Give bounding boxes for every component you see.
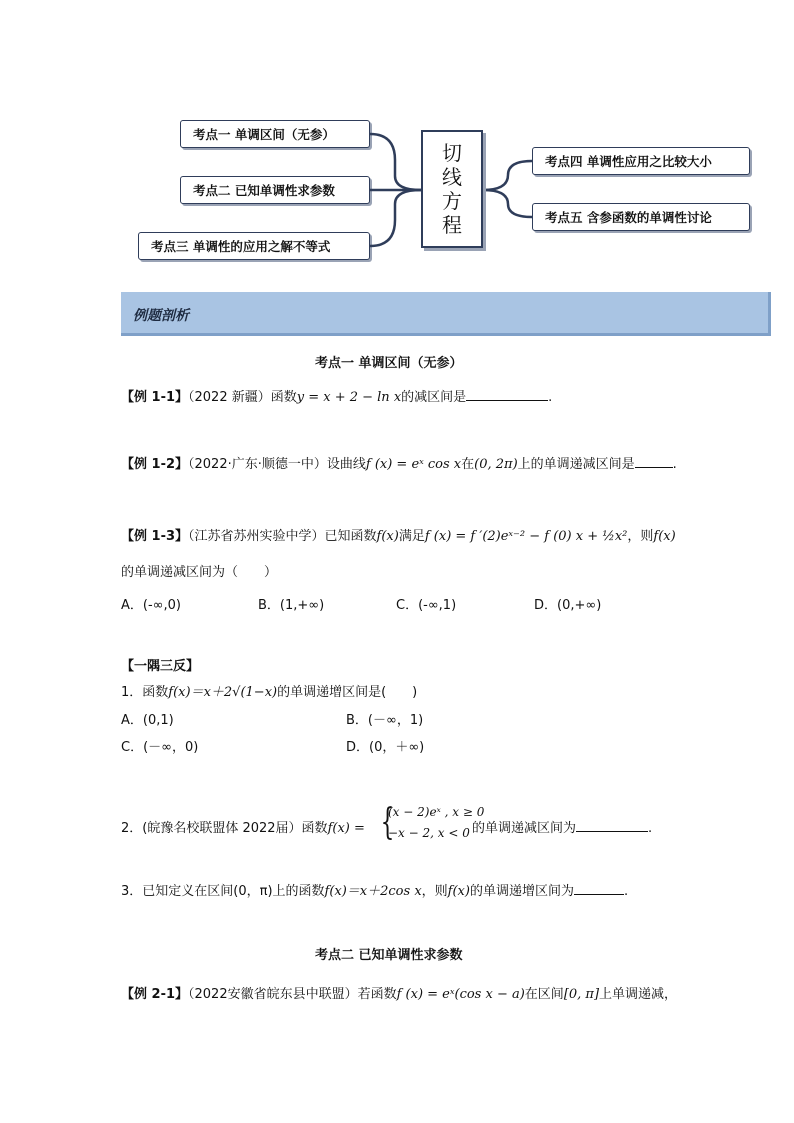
period: . — [623, 884, 629, 899]
function-name: f(x) — [447, 884, 470, 899]
formula: f(x)＝x＋2√(1−x) — [168, 685, 278, 700]
formula: f (x) = eˣ(cos x − a) — [396, 987, 525, 1002]
function-name: f(x) — [653, 529, 676, 544]
example-text: 上的单调递减区间是 — [517, 457, 635, 472]
example-tag: 【例 1-1】 — [121, 390, 189, 405]
practice-1 — [121, 681, 417, 700]
mindmap-node-label: 考点一 单调区间（无参） — [193, 127, 335, 142]
period: . — [548, 390, 553, 405]
example-tag: 【例 1-3】 — [121, 529, 189, 544]
example-text: 满足 — [398, 529, 425, 544]
piecewise-brace: { — [380, 802, 395, 843]
practice-3 — [121, 880, 628, 899]
formula: y = x + 2 − ln x — [296, 390, 402, 405]
practice-text: ，则 — [421, 884, 448, 899]
mindmap-center — [421, 130, 483, 248]
practice-text: 的单调递增区间是( ) — [277, 685, 418, 700]
mindmap-center-char: 线 — [442, 165, 462, 189]
example-text: 在区间 — [524, 987, 564, 1002]
function-name: f(x) — [376, 529, 399, 544]
period: . — [672, 457, 677, 472]
option-c: C．(-∞,1) — [396, 598, 457, 613]
example-source: （2022·广东·顺德一中）设曲线 — [188, 457, 366, 472]
example-text: 上单调递减， — [599, 987, 678, 1002]
section-heading-1: 考点一 单调区间（无参） — [315, 356, 463, 371]
option-b: B．(1,+∞) — [258, 598, 325, 613]
answer-blank — [576, 819, 648, 832]
example-text: 的减区间是 — [401, 390, 467, 405]
option-a: A．(-∞,0) — [121, 598, 181, 613]
example-text: 在 — [461, 457, 475, 472]
formula: f(x)＝x＋2cos x — [324, 884, 422, 899]
section-heading-2: 考点二 已知单调性求参数 — [315, 948, 463, 963]
period: . — [648, 821, 653, 836]
practice-2 — [121, 817, 365, 836]
banner-title: 例题剖析 — [133, 308, 189, 324]
answer-blank — [466, 388, 548, 401]
example-1-2 — [121, 453, 677, 472]
practice-2-tail — [472, 817, 652, 836]
option-d: D．(0,+∞) — [534, 598, 602, 613]
piecewise-case-1: (x − 2)eˣ , x ≥ 0 — [388, 805, 485, 819]
mindmap-center-char: 切 — [442, 141, 462, 165]
formula: f (x) = f ′(2)eˣ⁻² − f (0) x + ½x² — [424, 529, 628, 544]
section-banner — [121, 292, 771, 336]
practice-1-option-a: A．(0,1) — [121, 713, 174, 728]
practice-1-option-c: C．(－∞，0) — [121, 740, 199, 755]
practice-1-option-b: B．(－∞，1) — [346, 713, 424, 728]
example-tag: 【例 2-1】 — [121, 987, 189, 1002]
example-1-3-line2: 的单调递减区间为（ ） — [121, 565, 278, 580]
practice-text: 的单调递增区间为 — [469, 884, 574, 899]
mindmap-connectors — [0, 0, 794, 300]
example-1-1 — [121, 386, 552, 405]
answer-blank — [574, 882, 624, 895]
example-2-1 — [121, 983, 677, 1002]
mindmap-node-label: 考点五 含参函数的单调性讨论 — [545, 210, 712, 225]
interval: [0, π] — [563, 987, 600, 1002]
example-source: （2022安徽省皖东县中联盟）若函数 — [188, 987, 397, 1002]
mindmap-node-label: 考点四 单调性应用之比较大小 — [545, 154, 712, 169]
practice-text: 的单调递减区间为 — [472, 821, 577, 836]
example-1-3 — [121, 525, 676, 544]
piecewise-case-2: −x − 2, x < 0 — [388, 826, 470, 840]
function-name: f(x) = — [327, 821, 365, 836]
mindmap-node-label: 考点二 已知单调性求参数 — [193, 183, 335, 198]
practice-1-option-d: D．(0，＋∞) — [346, 740, 425, 755]
mindmap-center-char: 方 — [442, 189, 462, 213]
answer-blank — [635, 455, 673, 468]
interval: (0, 2π) — [474, 457, 518, 472]
mindmap-node-label: 考点三 单调性的应用之解不等式 — [151, 239, 331, 254]
example-tag: 【例 1-2】 — [121, 457, 189, 472]
example-source: （江苏省苏州实验中学）已知函数 — [188, 529, 377, 544]
practice-text: 1．函数 — [121, 685, 169, 700]
formula: f (x) = eˣ cos x — [365, 457, 462, 472]
practice-text: 2．(皖豫名校联盟体 2022届）函数 — [121, 821, 328, 836]
mindmap-center-char: 程 — [442, 213, 462, 237]
example-text: ，则 — [627, 529, 654, 544]
example-source: （2022 新疆）函数 — [188, 390, 297, 405]
practice-text: 3．已知定义在区间(0，π)上的函数 — [121, 884, 325, 899]
practice-heading: 【一隅三反】 — [121, 659, 200, 674]
